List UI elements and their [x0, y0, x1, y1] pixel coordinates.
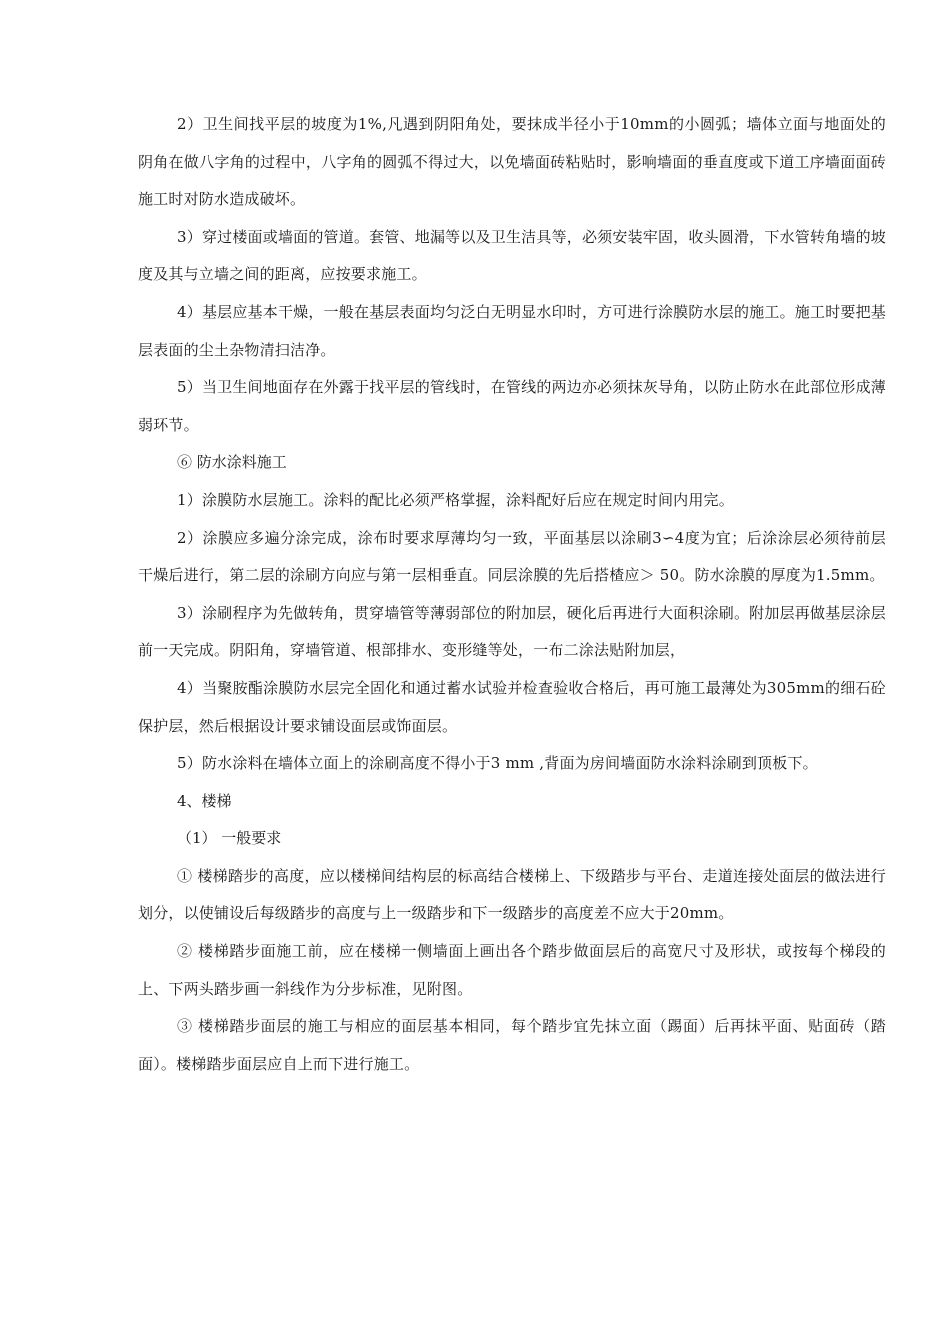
paragraph-slope-requirements: 2）卫生间找平层的坡度为1%,凡遇到阴阳角处，要抹成半径小于10mm的小圆弧；墙体立面与地面处的阴角在做八字角的过程中，八字角的圆弧不得过大，以免墙面砖粘贴时，影响墙面的垂直度或下道工序墙面面砖施工时对防水造成破坏。: [138, 115, 886, 209]
document-body: [138, 106, 886, 1083]
paragraph-step-marking: ② 楼梯踏步面施工前，应在楼梯一侧墙面上画出各个踏步做面层后的高宽尺寸及形状，或按每个梯段的上、下两头踏步画一斜线作为分步标准，见附图。: [138, 942, 886, 998]
paragraph-pipe-installation: 3）穿过楼面或墙面的管道。套管、地漏等以及卫生洁具等，必须安装牢固，收头圆滑，下水管转角墙的坡度及其与立墙之间的距离，应按要求施工。: [138, 227, 886, 284]
paragraph-step-height: ① 楼梯踏步的高度，应以楼梯间结构层的标高结合楼梯上、下级踏步与平台、走道连接处面层的做法进行划分，以使铺设后每级踏步的高度与上一级踏步和下一级踏步的高度差不应大于20mm。: [138, 866, 886, 923]
paragraph-wall-coating-height: 5）防水涂料在墙体立面上的涂刷高度不得小于3 mm ,背面为房间墙面防水涂料涂刷到顶板下。: [177, 754, 818, 773]
paragraph-coating-procedure: 3）涂刷程序为先做转角，贯穿墙管等薄弱部位的附加层，硬化后再进行大面积涂刷。附加层再做基层涂层前一天完成。阴阳角，穿墙管道、根部排水、变形缝等处，一布二涂法贴附加层，: [138, 603, 886, 660]
paragraph-base-dryness: 4）基层应基本干燥，一般在基层表面均匀泛白无明显水印时，方可进行涂膜防水层的施工。施工时要把基层表面的尘土杂物清扫洁净。: [138, 302, 886, 359]
paragraph-coating-layers: 2）涂膜应多遍分涂完成，涂布时要求厚薄均匀一致，平面基层以涂刷3∽4度为宜；后涂涂层必须待前层干燥后进行，第二层的涂刷方向应与第一层相垂直。同层涂膜的先后搭楂应＞ 50。防水涂膜的厚度为1.5mm。: [138, 528, 886, 585]
paragraph-coating-mix: 1）涂膜防水层施工。涂料的配比必须严格掌握，涂料配好后应在规定时间内用完。: [177, 490, 734, 509]
section-heading-stairs: 4、楼梯: [177, 791, 232, 810]
paragraph-step-construction-order: ③ 楼梯踏步面层的施工与相应的面层基本相同，每个踏步宜先抹立面（踢面）后再抹平面、贴面砖（踏面）。楼梯踏步面层应自上而下进行施工。: [138, 1017, 886, 1073]
section-heading-waterproof-coating: ⑥ 防水涂料施工: [177, 453, 287, 472]
subsection-heading-general-requirements: （1） 一般要求: [177, 829, 282, 848]
paragraph-protective-layer: 4）当聚胺酯涂膜防水层完全固化和通过蓄水试验并检查验收合格后，再可施工最薄处为305mm的细石砼保护层，然后根据设计要求铺设面层或饰面层。: [138, 678, 886, 735]
paragraph-exposed-pipes: 5）当卫生间地面存在外露于找平层的管线时，在管线的两边亦必须抹灰导角，以防止防水在此部位形成薄弱环节。: [138, 378, 886, 434]
